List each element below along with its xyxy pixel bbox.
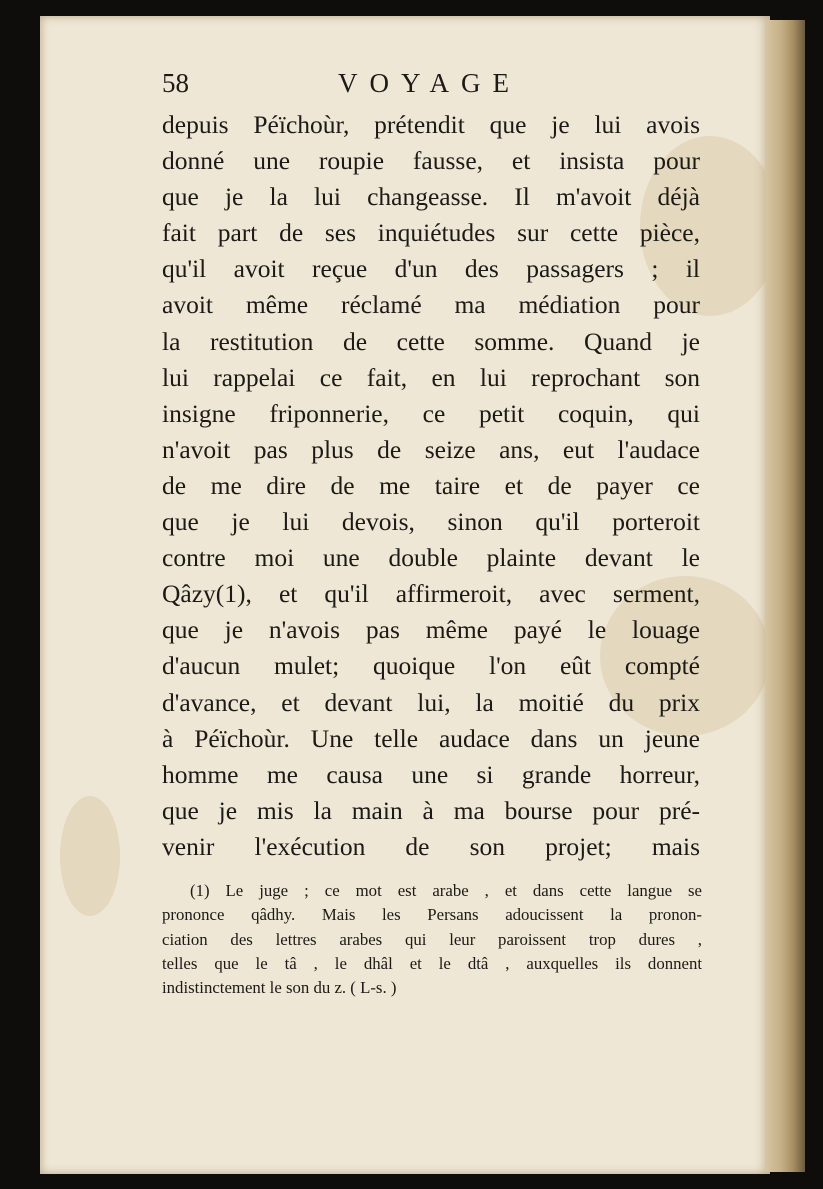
- footnote-line: indistinctement le son du z. ( L-s. ): [162, 978, 397, 998]
- text-line: que je lui devois, sinon qu'il porteroit: [162, 507, 700, 537]
- text-line: à Péïchoùr. Une telle audace dans un jeune: [162, 723, 700, 753]
- text-line: qu'il avoit reçue d'un des passagers ; il: [162, 254, 700, 284]
- text-line: fait part de ses inquiétudes sur cette pièce,: [162, 218, 700, 248]
- footnote-line: ciation des lettres arabes qui leur paroissent trop dures ,: [162, 929, 702, 949]
- adjacent-page-edge: [765, 20, 805, 1172]
- text-line: contre moi une double plainte devant le: [162, 543, 700, 573]
- text-line: d'avance, et devant lui, la moitié du prix: [162, 687, 700, 717]
- footnote: [162, 879, 702, 1000]
- text-line: depuis Péïchoùr, prétendit que je lui avois: [162, 110, 700, 139]
- footnote-line: (1) Le juge ; ce mot est arabe , et dans cette langue se: [190, 881, 702, 900]
- text-line: insigne friponnerie, ce petit coquin, qui: [162, 398, 700, 428]
- text-line: venir l'exécution de son projet; mais: [162, 831, 700, 861]
- footnote-line: telles que le tâ , le dhâl et le dtâ , auxquelles ils donnent: [162, 953, 702, 973]
- running-title: VOYAGE: [338, 68, 521, 98]
- text-line: homme me causa une si grande horreur,: [162, 759, 700, 789]
- body-text: [162, 107, 700, 865]
- text-line: que je la lui changeasse. Il m'avoit déjà: [162, 182, 700, 212]
- footnote-line: prononce qâdhy. Mais les Persans adoucissent la pronon-: [162, 905, 702, 925]
- page-stain: [60, 796, 120, 916]
- text-line: d'aucun mulet; quoique l'on eût compté: [162, 651, 700, 681]
- page-header: [162, 68, 702, 104]
- text-line: donné une roupie fausse, et insista pour: [162, 146, 700, 176]
- text-line: que je n'avois pas même payé le louage: [162, 615, 700, 645]
- text-line: Qâzy(1), et qu'il affirmeroit, avec serment,: [162, 579, 700, 609]
- text-line: n'avoit pas plus de seize ans, eut l'audace: [162, 434, 700, 464]
- page-number: 58: [162, 68, 189, 98]
- text-line: de me dire de me taire et de payer ce: [162, 470, 700, 500]
- text-line: avoit même réclamé ma médiation pour: [162, 290, 700, 320]
- text-line: que je mis la main à ma bourse pour pré-: [162, 795, 700, 825]
- text-line: la restitution de cette somme. Quand je: [162, 326, 700, 356]
- text-line: lui rappelai ce fait, en lui reprochant son: [162, 362, 700, 392]
